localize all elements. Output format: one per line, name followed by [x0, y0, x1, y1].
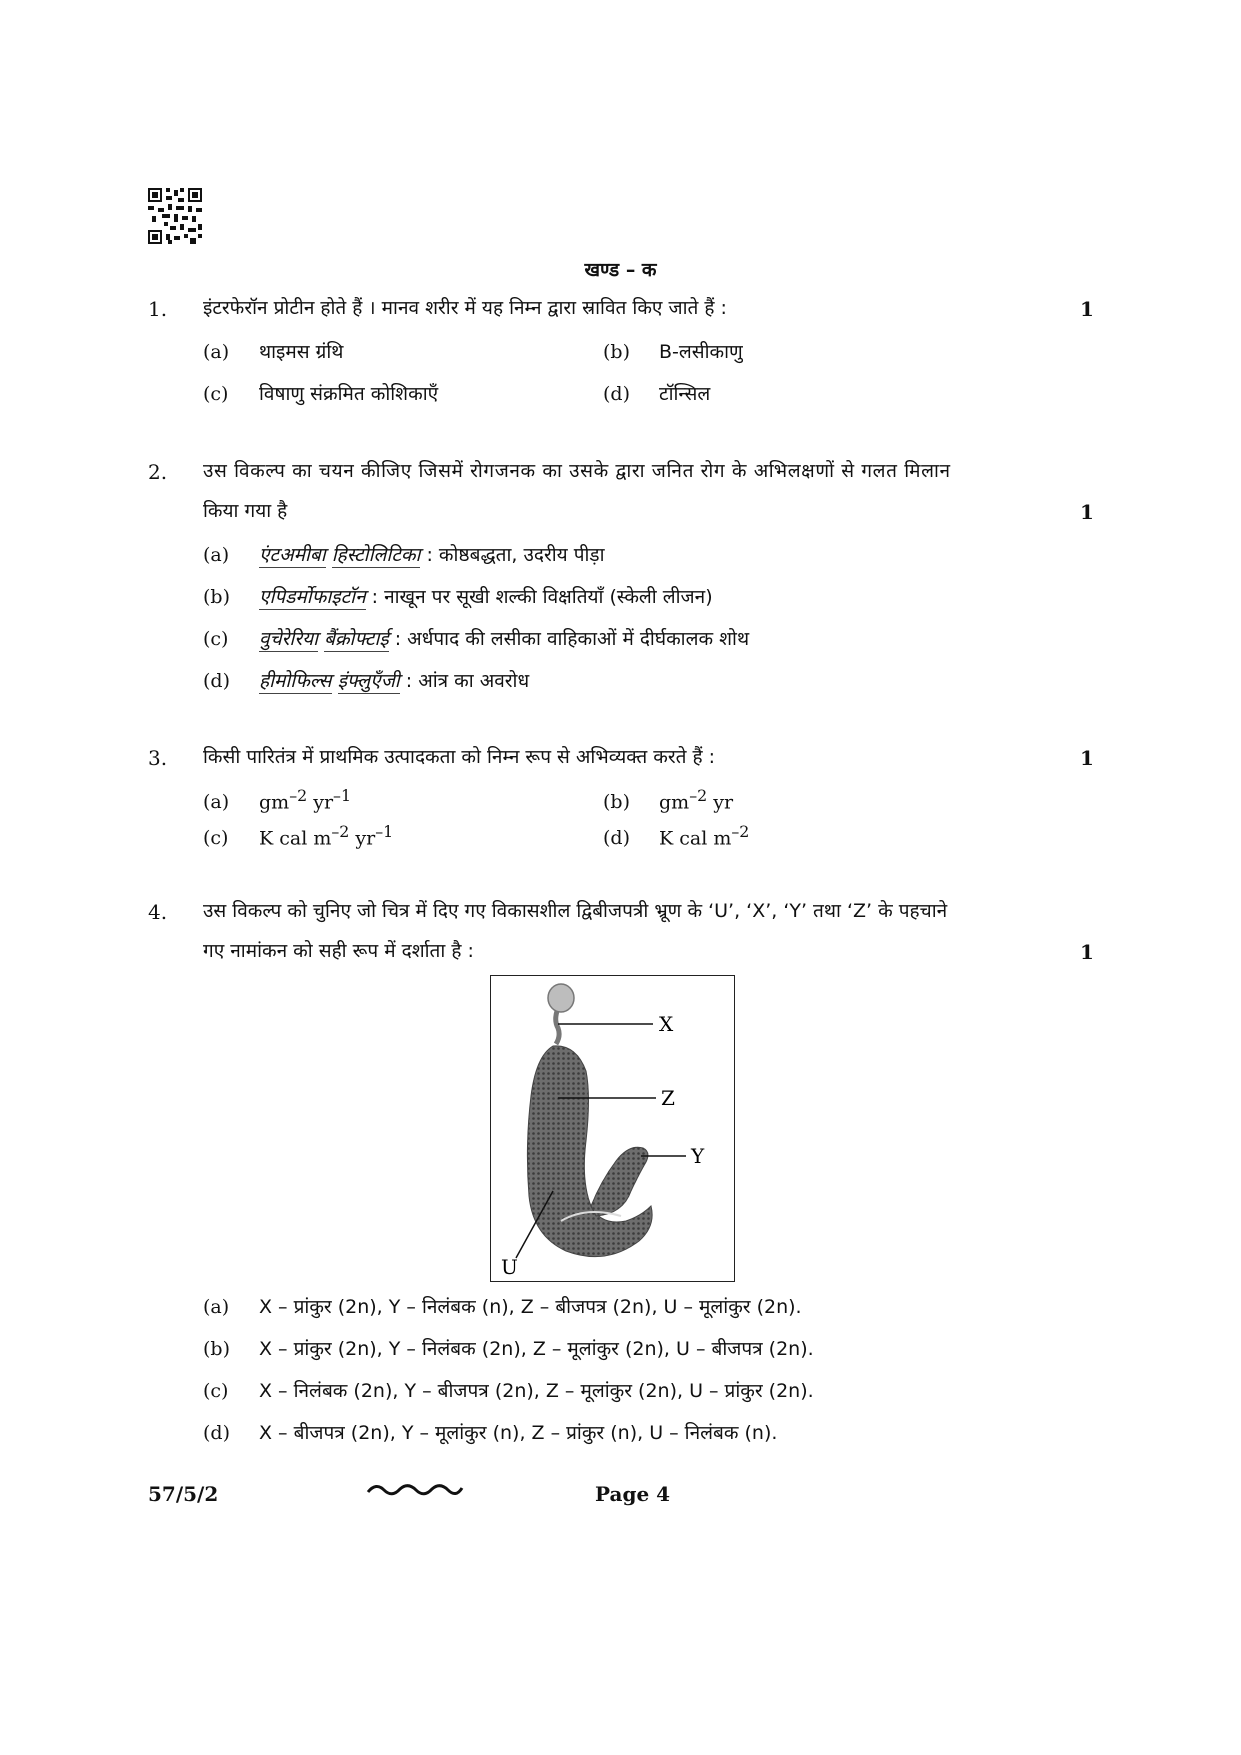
option-text: X – प्रांकुर (2n), Y – निलंबक (n), Z – बीजपत्र (2n), U – मूलांकुर (2n).	[259, 1296, 802, 1318]
option-label: (c)	[203, 827, 229, 850]
option-c[interactable]	[203, 380, 438, 406]
question-text-line-1: उस विकल्प को चुनिए जो चित्र में दिए गए विकासशील द्विबीजपत्री भ्रूण के ‘U’, ‘X’, ‘Y’ तथा ‘Z’ के पहचाने	[203, 900, 948, 922]
option-a[interactable]	[203, 786, 351, 813]
option-c[interactable]	[203, 625, 749, 651]
pathogen-name: इंफ्लुएँजी	[337, 670, 400, 692]
label-u: U	[501, 1255, 518, 1279]
option-d[interactable]	[603, 380, 710, 406]
option-label: (c)	[203, 1380, 229, 1402]
question-text-line-2: गए नामांकन को सही रूप में दर्शाता है :	[203, 940, 474, 962]
label-y: Y	[691, 1144, 705, 1168]
option-a[interactable]	[203, 338, 343, 364]
suspensor-bulb	[548, 984, 574, 1012]
unit-base: K cal m	[259, 827, 332, 850]
option-label: (a)	[203, 791, 230, 814]
unit-exponent: –2	[689, 786, 708, 805]
question-marks: 1	[1080, 297, 1094, 321]
option-label: (b)	[603, 341, 630, 363]
question-marks: 1	[1080, 500, 1094, 524]
pathogen-name: बैंक्रोफ्टाई	[324, 628, 389, 650]
label-x: X	[659, 1012, 674, 1036]
question-text-line-2: किया गया है	[203, 500, 288, 522]
paper-code: 57/5/2	[148, 1482, 219, 1506]
unit-exponent: –1	[333, 786, 352, 805]
question-number: 2.	[148, 460, 168, 484]
pathogen-name: हीमोफिल्स	[259, 670, 332, 692]
option-c[interactable]	[203, 822, 393, 849]
question-marks: 1	[1080, 940, 1094, 964]
unit-exponent: –2	[331, 822, 350, 841]
unit-base: gm	[659, 791, 690, 814]
unit-base: gm	[259, 791, 290, 814]
option-label: (d)	[603, 383, 630, 405]
option-c[interactable]	[203, 1377, 814, 1403]
question-number: 4.	[148, 900, 168, 924]
unit-base: yr	[349, 827, 376, 850]
unit-base: K cal m	[659, 827, 732, 850]
question-number: 1.	[148, 297, 168, 321]
embryo-arm	[591, 1147, 648, 1216]
suspensor	[556, 1011, 559, 1044]
disease-symptom: : नाखून पर सूखी शल्की विक्षतियाँ (स्केली लीजन)	[365, 586, 713, 608]
option-b[interactable]	[203, 583, 713, 609]
option-text: X – प्रांकुर (2n), Y – निलंबक (2n), Z – मूलांकुर (2n), U – बीजपत्र (2n).	[259, 1338, 814, 1360]
unit-exponent: –1	[375, 822, 394, 841]
pathogen-name: हिस्टोलिटिका	[331, 544, 421, 566]
question-number: 3.	[148, 746, 168, 770]
disease-symptom: : आंत्र का अवरोध	[399, 670, 530, 692]
option-b[interactable]	[603, 786, 733, 813]
option-d[interactable]	[203, 667, 529, 693]
option-d[interactable]	[203, 1419, 777, 1445]
page-number: Page 4	[595, 1482, 671, 1506]
question-text: किसी पारितंत्र में प्राथमिक उत्पादकता को निम्न रूप से अभिव्यक्त करते हैं :	[203, 746, 716, 768]
section-title: खण्ड – क	[584, 259, 657, 281]
option-b[interactable]	[603, 338, 743, 364]
option-text: टॉन्सिल	[659, 383, 711, 405]
question-marks: 1	[1080, 746, 1094, 770]
unit-exponent: –2	[289, 786, 308, 805]
option-b[interactable]	[203, 1335, 814, 1361]
question-text: इंटरफेरॉन प्रोटीन होते हैं । मानव शरीर में यह निम्न द्वारा स्रावित किए जाते हैं :	[203, 297, 727, 319]
option-text: थाइमस ग्रंथि	[259, 341, 344, 363]
unit-base: yr	[707, 791, 734, 814]
disease-symptom: : कोष्ठबद्धता, उदरीय पीड़ा	[420, 544, 605, 566]
pathogen-name: वुचेरेरिया	[259, 628, 319, 650]
option-label: (d)	[203, 670, 230, 692]
option-label: (b)	[603, 791, 630, 814]
qr-code-icon	[148, 188, 202, 244]
option-label: (a)	[203, 544, 230, 566]
disease-symptom: : अर्धपाद की लसीका वाहिकाओं में दीर्घकालक शोथ	[388, 628, 750, 650]
unit-base: yr	[307, 791, 334, 814]
option-text: विषाणु संक्रमित कोशिकाएँ	[259, 383, 439, 405]
option-text: B-लसीकाणु	[659, 341, 743, 363]
option-label: (a)	[203, 1296, 230, 1318]
option-d[interactable]	[603, 822, 749, 849]
option-a[interactable]	[203, 541, 605, 567]
pathogen-name: एपिडर्मोफाइटॉन	[259, 586, 366, 608]
option-label: (b)	[203, 1338, 230, 1360]
question-text-line-1: उस विकल्प का चयन कीजिए जिसमें रोगजनक का उसके द्वारा जनित रोग के अभिलक्षणों से गलत मिलान	[203, 460, 951, 482]
option-text: X – बीजपत्र (2n), Y – मूलांकुर (n), Z – प्रांकुर (n), U – निलंबक (n).	[259, 1422, 778, 1444]
option-label: (c)	[203, 383, 229, 405]
option-label: (d)	[203, 1422, 230, 1444]
option-a[interactable]	[203, 1293, 802, 1319]
option-label: (c)	[203, 628, 229, 650]
option-label: (b)	[203, 586, 230, 608]
option-text: X – निलंबक (2n), Y – बीजपत्र (2n), Z – मूलांकुर (2n), U – प्रांकुर (2n).	[259, 1380, 814, 1402]
wave-divider-icon	[365, 1478, 465, 1500]
embryo-figure	[490, 975, 735, 1282]
option-label: (d)	[603, 827, 630, 850]
unit-exponent: –2	[731, 822, 750, 841]
label-z: Z	[661, 1086, 675, 1110]
option-label: (a)	[203, 341, 230, 363]
pathogen-name: एंटअमीबा	[259, 544, 326, 566]
